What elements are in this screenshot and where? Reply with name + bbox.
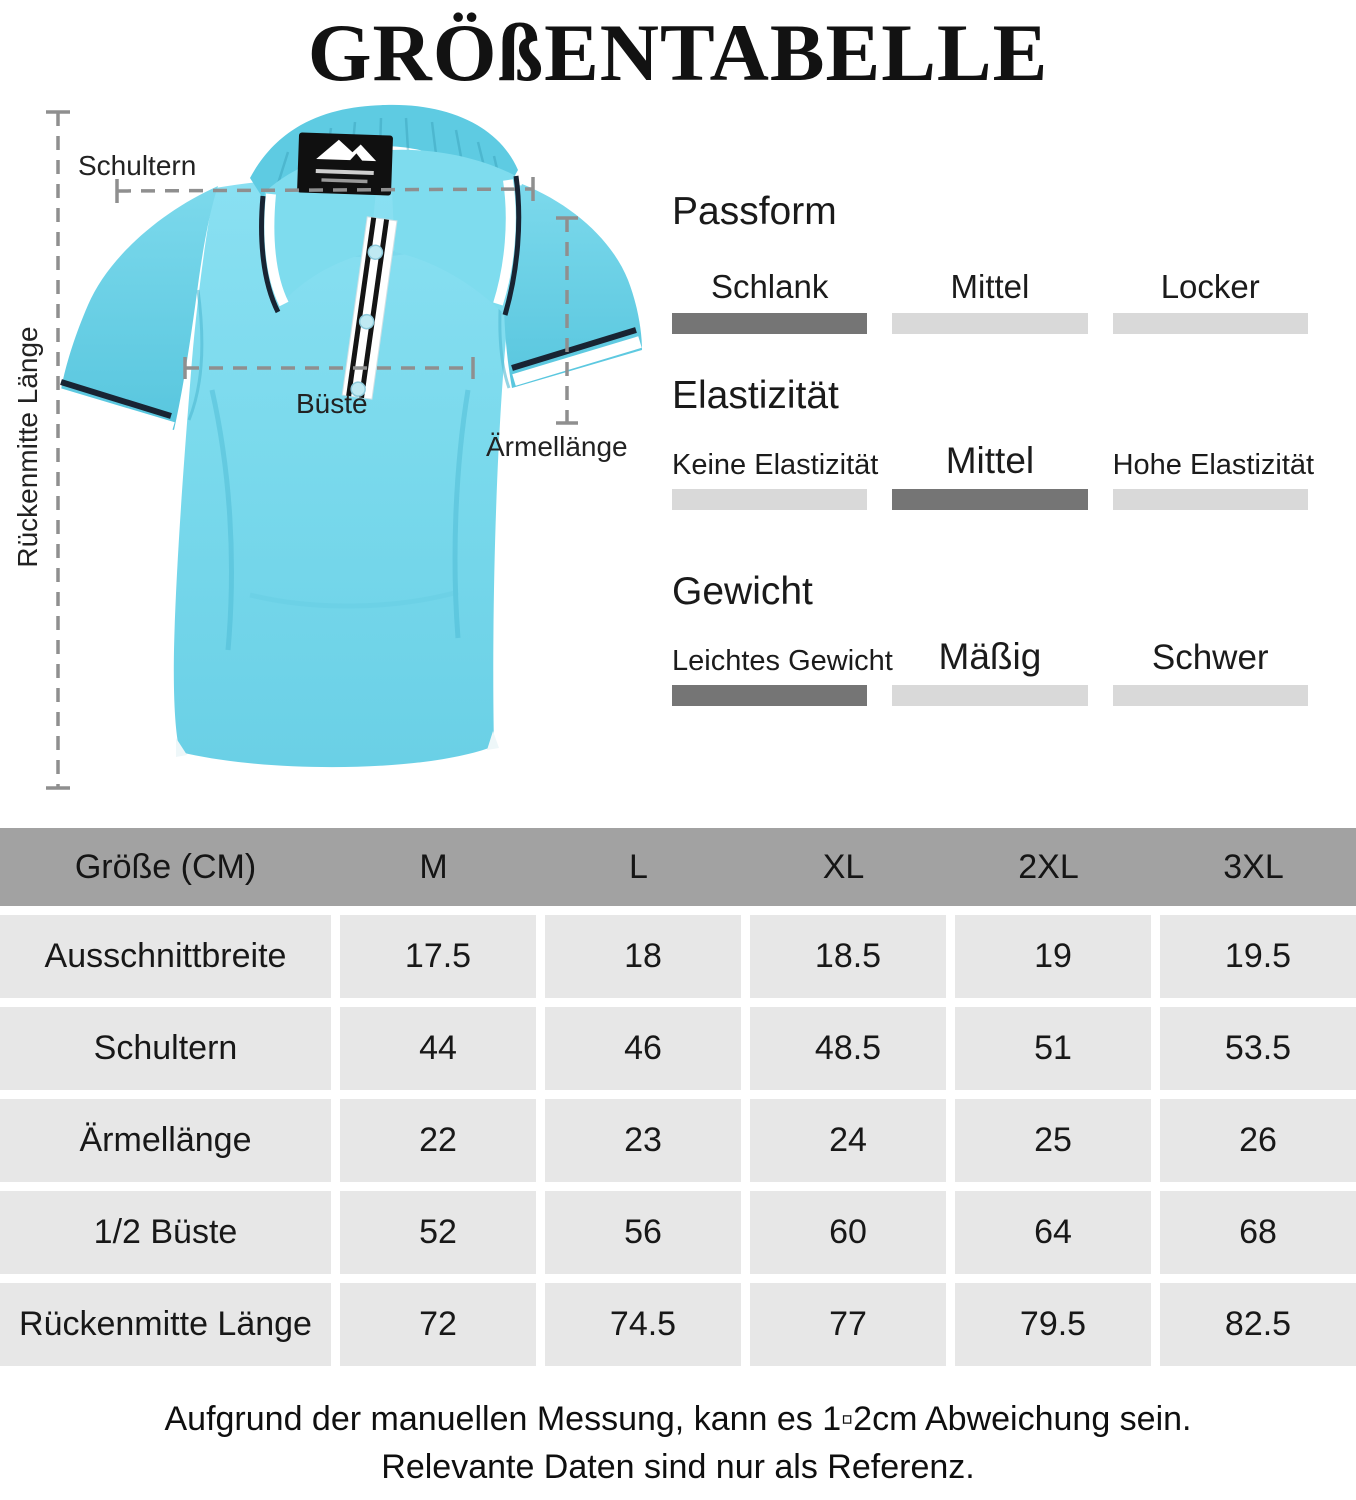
- label-rueckenmitte-laenge: Rückenmitte Länge: [12, 326, 43, 568]
- table-cell: 82.5: [1160, 1283, 1356, 1366]
- table-cell: 74.5: [545, 1283, 741, 1366]
- table-cell: 17.5: [340, 915, 536, 998]
- table-cell: 18.5: [750, 915, 946, 998]
- attribute-heading: Gewicht: [672, 570, 813, 613]
- option-maessig: [892, 636, 1087, 706]
- label-bueste: Büste: [296, 388, 368, 419]
- table-cell: 68: [1160, 1191, 1356, 1274]
- column-header: L: [629, 847, 648, 886]
- table-cell: 19.5: [1160, 915, 1356, 998]
- table-cell: 18: [545, 915, 741, 998]
- row-label: Rückenmitte Länge: [0, 1283, 331, 1366]
- option-schwer: [1113, 638, 1308, 706]
- right-sleeve: [504, 184, 642, 388]
- option-label: Mäßig: [938, 636, 1042, 677]
- table-cell: 46: [545, 1007, 741, 1090]
- table-cell: 52: [340, 1191, 536, 1274]
- option-label: Mittel: [950, 268, 1030, 305]
- table-cell: 22: [340, 1099, 536, 1182]
- level-bar-active: [892, 489, 1087, 510]
- size-table-header: [0, 828, 1356, 906]
- column-header: Größe (CM): [74, 847, 257, 886]
- attribute-section-passform: [672, 190, 1308, 334]
- attribute-section-gewicht: [672, 570, 1308, 706]
- option-mittel: [892, 440, 1087, 510]
- row-label: Ärmellänge: [0, 1099, 331, 1182]
- level-bar: [1113, 685, 1308, 706]
- column-header: XL: [822, 847, 865, 886]
- option-label: Locker: [1160, 268, 1260, 305]
- table-cell: 23: [545, 1099, 741, 1182]
- option-label: Keine Elastizität: [672, 449, 879, 481]
- table-row: [0, 1099, 1356, 1182]
- table-cell: 56: [545, 1191, 741, 1274]
- option-label: Schlank: [710, 268, 829, 305]
- size-table-body: [0, 915, 1356, 1366]
- option-label: Hohe Elastizität: [1112, 449, 1315, 481]
- table-row: [0, 1191, 1356, 1274]
- option-hohe-elastizitaet: [1112, 449, 1315, 510]
- option-label: Schwer: [1151, 638, 1269, 677]
- label-schultern: Schultern: [78, 150, 197, 181]
- column-header: M: [419, 847, 448, 886]
- column-header: 3XL: [1223, 847, 1284, 886]
- table-row: [0, 915, 1356, 998]
- level-bar: [1113, 489, 1308, 510]
- table-cell: 77: [750, 1283, 946, 1366]
- row-label: Ausschnittbreite: [0, 915, 331, 998]
- table-cell: 25: [955, 1099, 1151, 1182]
- option-leichtes-gewicht: [672, 645, 893, 706]
- level-bar: [1113, 313, 1308, 334]
- table-cell: 60: [750, 1191, 946, 1274]
- table-cell: 48.5: [750, 1007, 946, 1090]
- table-cell: 72: [340, 1283, 536, 1366]
- attribute-section-elastizitaet: [672, 374, 1315, 510]
- level-bar: [672, 489, 867, 510]
- attribute-heading: Elastizität: [672, 374, 839, 417]
- level-bar: [892, 313, 1087, 334]
- attribute-options: [672, 268, 1308, 334]
- table-cell: 44: [340, 1007, 536, 1090]
- row-label: Schultern: [0, 1007, 331, 1090]
- label-aermellaenge: Ärmellänge: [486, 431, 628, 462]
- option-label: Leichtes Gewicht: [672, 645, 893, 677]
- option-keine-elastizitaet: [672, 449, 879, 510]
- option-locker: [1113, 268, 1308, 334]
- attribute-heading: Passform: [672, 190, 837, 233]
- disclaimer-line-1: Aufgrund der manuellen Messung, kann es 1▫2cm Abweichung sein.: [164, 1400, 1192, 1438]
- disclaimer: [0, 1395, 1356, 1491]
- page-title: GRÖßENTABELLE: [307, 7, 1049, 98]
- table-cell: 64: [955, 1191, 1151, 1274]
- table-row: [0, 1283, 1356, 1366]
- table-row: [0, 1007, 1356, 1090]
- disclaimer-line-2: Relevante Daten sind nur als Referenz.: [381, 1448, 975, 1486]
- option-mittel: [892, 268, 1087, 334]
- table-cell: 24: [750, 1099, 946, 1182]
- table-cell: 19: [955, 915, 1151, 998]
- level-bar: [892, 685, 1087, 706]
- table-cell: 51: [955, 1007, 1151, 1090]
- size-table: [0, 828, 1356, 1366]
- brand-label: [297, 132, 393, 195]
- level-bar-active: [672, 313, 867, 334]
- option-schlank: [672, 268, 867, 334]
- level-bar-active: [672, 685, 867, 706]
- table-cell: 79.5: [955, 1283, 1151, 1366]
- column-header: 2XL: [1018, 847, 1079, 886]
- row-label: 1/2 Büste: [0, 1191, 331, 1274]
- table-cell: 53.5: [1160, 1007, 1356, 1090]
- attribute-options: [672, 440, 1315, 510]
- option-label: Mittel: [945, 440, 1035, 481]
- table-cell: 26: [1160, 1099, 1356, 1182]
- attribute-options: [672, 636, 1308, 706]
